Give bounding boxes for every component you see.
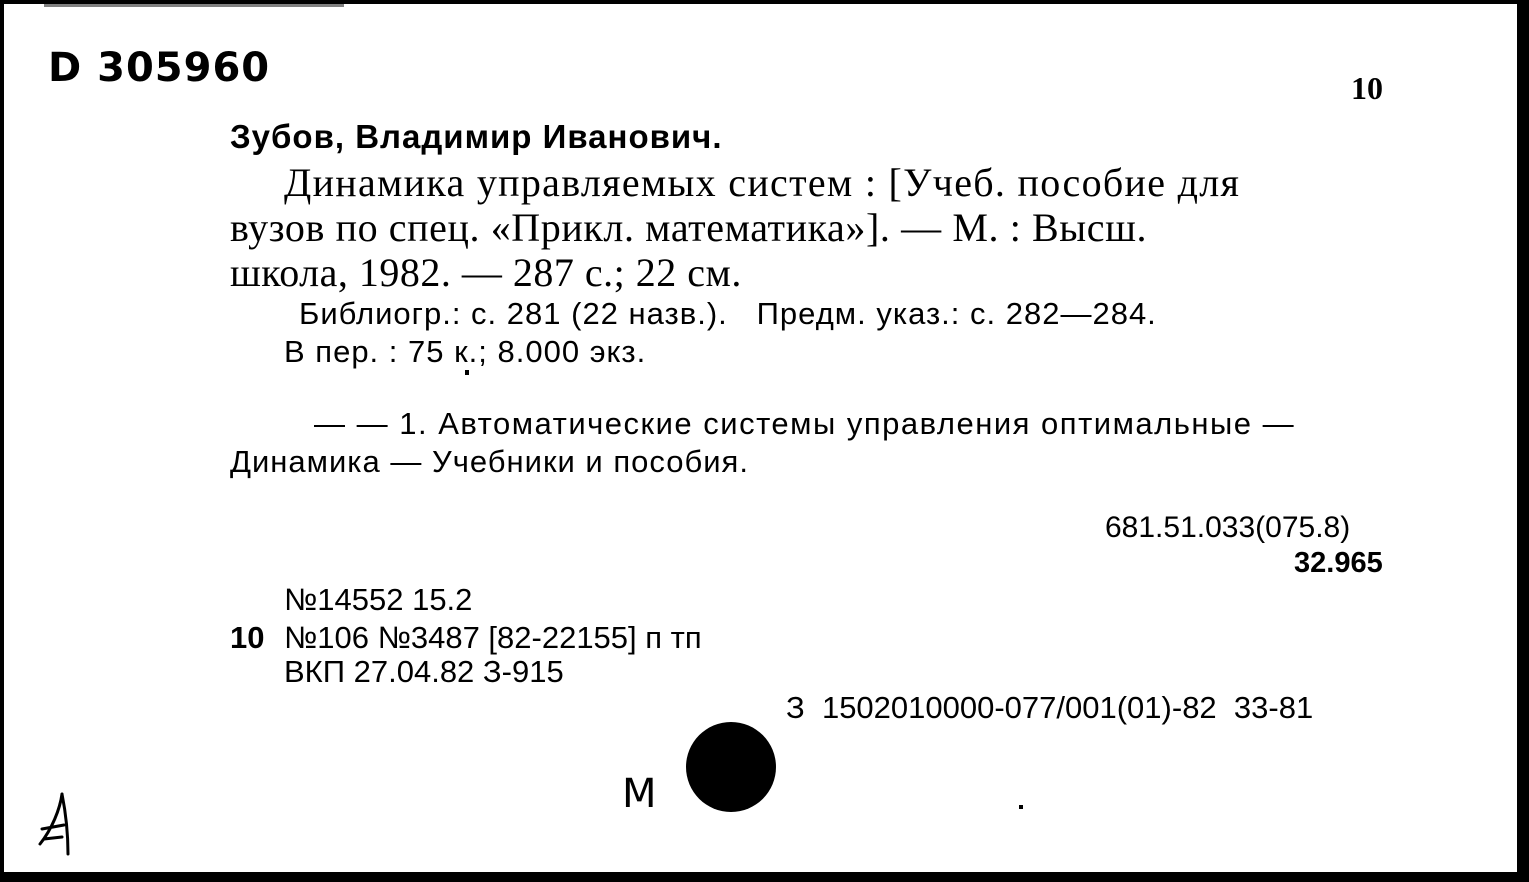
- bbk-code: 32.965: [1294, 547, 1383, 579]
- catalog-card: [4, 4, 1517, 872]
- corner-number: 10: [1351, 70, 1383, 106]
- dot-mark-right: [1019, 805, 1023, 809]
- title-line-2: вузов по спец. «Прикл. математика»]. — М. : Высш.: [230, 205, 1148, 250]
- notes-line-2: В пер. : 75 к.; 8.000 экз.: [284, 334, 647, 369]
- author-heading: Зубов, Владимир Иванович.: [230, 118, 723, 155]
- publisher-index-line: З 1502010000-077/001(01)-82 33-81: [786, 690, 1314, 725]
- admin-line-3: ВКП 27.04.82 З-915: [284, 654, 564, 689]
- punch-hole: [686, 722, 776, 812]
- dot-mark: [465, 370, 469, 375]
- notes-line-1: Библиогр.: с. 281 (22 назв.). Предм. указ.: с. 282—284.: [299, 296, 1157, 331]
- handwritten-m-mark: M: [622, 771, 657, 817]
- title-line-1: Динамика управляемых систем : [Учеб. пособие для: [284, 160, 1241, 205]
- udc-code: 681.51.033(075.8): [1105, 511, 1351, 544]
- admin-line-2: №106 №3487 [82-22155] п тп: [284, 620, 702, 655]
- subject-line-2: Динамика — Учебники и пособия.: [230, 444, 749, 479]
- handwritten-scribble-icon: [32, 789, 82, 859]
- title-line-3: школа, 1982. — 287 с.; 22 см.: [230, 250, 742, 295]
- card-top-edge-marks: [4, 4, 1517, 7]
- admin-line-2-prefix: 10: [230, 620, 265, 655]
- subject-line-1: — — 1. Автоматические системы управления оптимальные —: [314, 406, 1296, 441]
- call-number: D 305960: [48, 45, 271, 91]
- admin-line-1: №14552 15.2: [284, 582, 473, 617]
